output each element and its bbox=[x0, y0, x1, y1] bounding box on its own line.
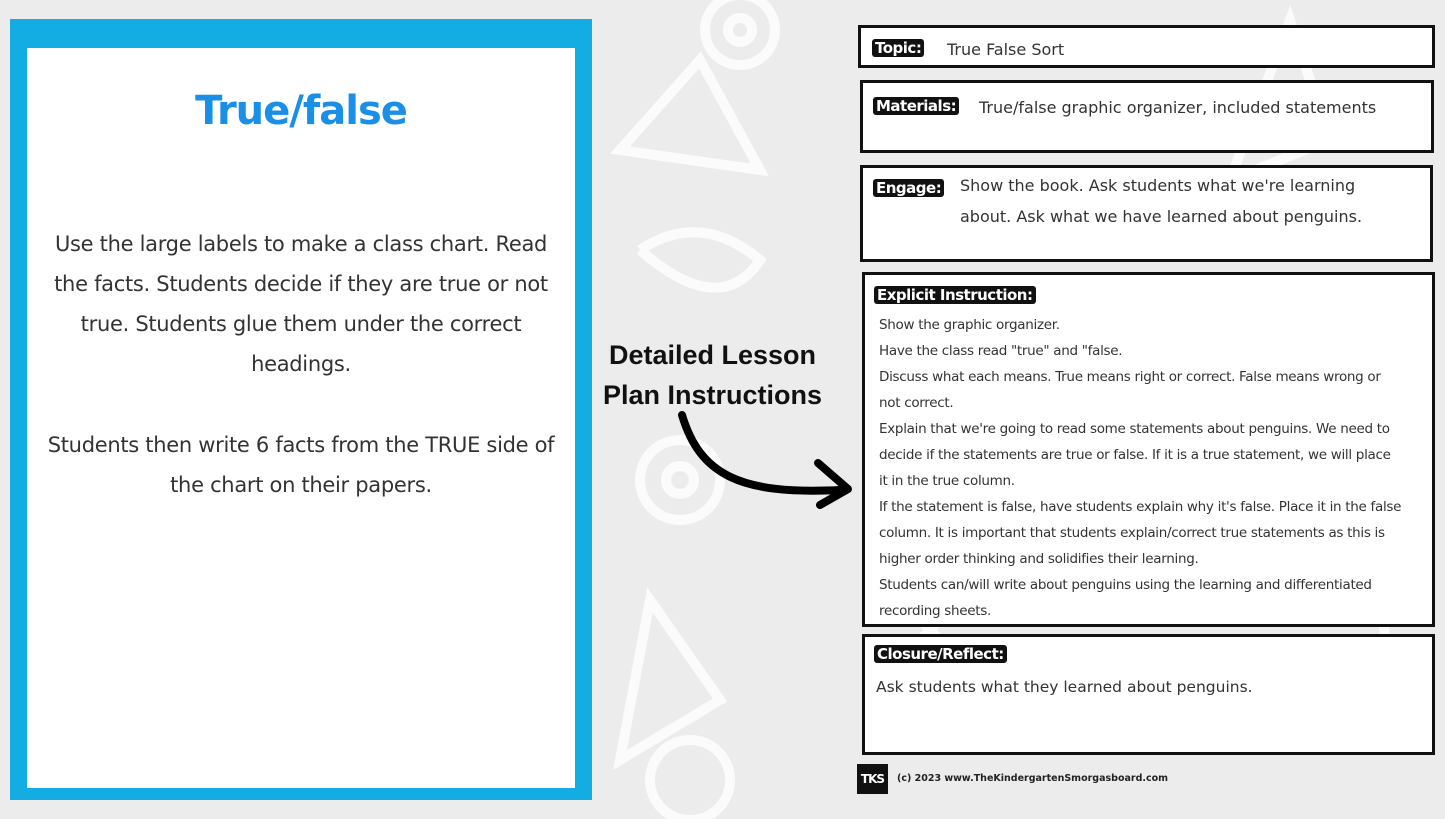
explicit-instruction-box bbox=[862, 272, 1435, 627]
card-paragraph-1: Use the large labels to make a class chart. Read the facts. Students decide if they are true or not true. Students glue them under the correct headings. bbox=[54, 232, 548, 376]
curved-arrow-icon bbox=[670, 405, 860, 515]
explicit-line: If the statement is false, have students explain why it's false. Place it in the false bbox=[879, 499, 1402, 515]
card-title: True/false bbox=[195, 88, 407, 134]
explicit-line: Show the graphic organizer. bbox=[879, 317, 1060, 333]
materials-value: True/false graphic organizer, included statements bbox=[979, 98, 1377, 117]
callout-text bbox=[590, 335, 835, 415]
closure-value: Ask students what they learned about penguins. bbox=[876, 678, 1253, 696]
explicit-line: Discuss what each means. True means right or correct. False means wrong or bbox=[879, 369, 1381, 385]
explicit-line: Students can/will write about penguins using the learning and differentiated bbox=[879, 577, 1372, 593]
engage-label: Engage: bbox=[873, 179, 944, 197]
engage-line-1: Show the book. Ask students what we're learning bbox=[960, 176, 1356, 195]
engage-box bbox=[860, 165, 1433, 262]
materials-label: Materials: bbox=[873, 97, 959, 115]
copyright-text: (c) 2023 www.TheKindergartenSmorgasboard.com bbox=[897, 773, 1169, 784]
topic-value: True False Sort bbox=[947, 40, 1065, 59]
explicit-instruction-label: Explicit Instruction: bbox=[874, 286, 1036, 304]
explicit-line: not correct. bbox=[879, 395, 954, 411]
engage-line-2: about. Ask what we have learned about penguins. bbox=[960, 207, 1363, 226]
materials-box bbox=[860, 80, 1434, 153]
tks-logo: TKS bbox=[857, 764, 888, 794]
callout-line-1: Detailed Lesson bbox=[608, 340, 817, 370]
closure-box bbox=[862, 634, 1435, 755]
explicit-line: Have the class read "true" and "false. bbox=[879, 343, 1123, 359]
explicit-line: recording sheets. bbox=[879, 603, 992, 619]
explicit-line: column. It is important that students explain/correct true statements as this is bbox=[879, 525, 1385, 541]
topic-box bbox=[858, 25, 1435, 68]
closure-label: Closure/Reflect: bbox=[874, 645, 1007, 663]
explicit-line: higher order thinking and solidifies their learning. bbox=[879, 551, 1199, 567]
topic-label: Topic: bbox=[872, 39, 924, 57]
card-content bbox=[27, 48, 575, 788]
explicit-line: decide if the statements are true or false. If it is a true statement, we will place bbox=[879, 447, 1391, 463]
callout-line-2: Plan Instructions bbox=[602, 380, 823, 410]
explicit-line: Explain that we're going to read some statements about penguins. We need to bbox=[879, 421, 1390, 437]
card-paragraph-2: Students then write 6 facts from the TRUE side of the chart on their papers. bbox=[47, 433, 555, 497]
explicit-line: it in the true column. bbox=[879, 473, 1015, 489]
true-false-card bbox=[10, 19, 592, 800]
